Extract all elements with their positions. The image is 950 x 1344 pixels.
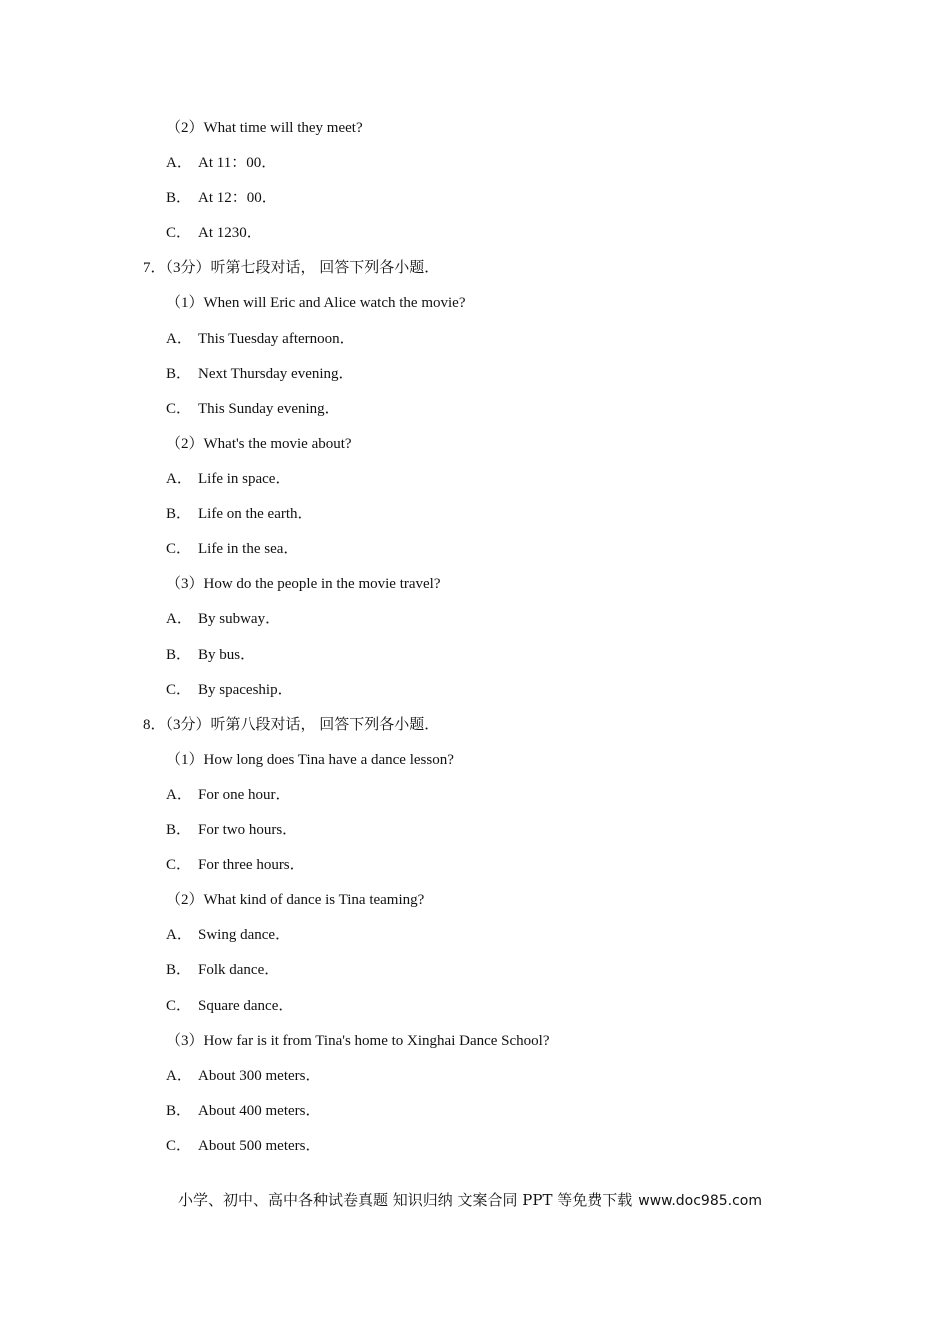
option-text: Life in the sea． (198, 541, 299, 557)
option-letter: A． (166, 155, 192, 171)
q7-sub3-option-c (166, 680, 293, 700)
q7-sub2-option-a (166, 469, 290, 489)
q8-sub1-prompt: （1）How long does Tina have a dance lesson? (166, 752, 454, 768)
q8-sub2-option-a (166, 925, 290, 945)
option-text: About 400 meters． (198, 1103, 321, 1119)
q7-sub1-option-a (166, 329, 355, 349)
option-text: At 1230． (198, 225, 262, 241)
q7-sub1-prompt: （1）When will Eric and Alice watch the movie? (166, 295, 466, 311)
q6-sub2-option-c (166, 223, 262, 243)
option-letter: B． (166, 366, 192, 382)
option-letter: C． (166, 1138, 192, 1154)
q7-sub2-prompt: （2）What's the movie about? (166, 436, 352, 452)
option-text: At 11：00． (198, 155, 277, 171)
option-letter: A． (166, 927, 192, 943)
q8-sub2-prompt: （2）What kind of dance is Tina teaming? (166, 892, 425, 908)
option-text: By bus． (198, 647, 256, 663)
page-footer (178, 1190, 762, 1211)
option-text: About 500 meters． (198, 1138, 321, 1154)
footer-text: 小学、初中、高中各种试卷真题 知识归纳 文案合同 PPT 等免费下载 (178, 1191, 633, 1209)
option-letter: A． (166, 331, 192, 347)
option-letter: C． (166, 401, 192, 417)
option-text: About 300 meters． (198, 1068, 321, 1084)
option-text: This Tuesday afternoon． (198, 331, 355, 347)
q7-sub3-option-b (166, 645, 255, 665)
option-text: For two hours． (198, 822, 298, 838)
option-letter: C． (166, 682, 192, 698)
q7-sub3-option-a (166, 609, 280, 629)
q8-sub1-option-c (166, 855, 305, 875)
option-letter: B． (166, 822, 192, 838)
q7-header: 7．（3分）听第七段对话， 回答下列各小题． (143, 260, 440, 276)
option-text: For three hours． (198, 857, 305, 873)
q6-sub2-prompt: （2）What time will they meet? (166, 120, 363, 136)
option-text: Life in space． (198, 471, 291, 487)
option-letter: B． (166, 647, 192, 663)
q8-sub1-option-b (166, 820, 297, 840)
option-text: Square dance． (198, 998, 294, 1014)
option-letter: B． (166, 962, 192, 978)
q8-sub2-option-c (166, 996, 293, 1016)
q7-sub1-option-b (166, 364, 354, 384)
q8-header: 8．（3分）听第八段对话， 回答下列各小题． (143, 717, 440, 733)
option-letter: C． (166, 541, 192, 557)
option-letter: C． (166, 225, 192, 241)
option-text: Next Thursday evening． (198, 366, 354, 382)
q8-sub3-option-c (166, 1136, 320, 1156)
option-text: Swing dance． (198, 927, 291, 943)
q8-sub2-option-b (166, 960, 279, 980)
option-letter: B． (166, 1103, 192, 1119)
footer-url-link[interactable]: www.doc985.com (638, 1193, 763, 1209)
q6-sub2-option-a (166, 153, 276, 173)
q8-sub3-option-b (166, 1101, 320, 1121)
option-letter: A． (166, 611, 192, 627)
option-letter: B． (166, 190, 192, 206)
option-text: By spaceship． (198, 682, 293, 698)
q8-sub3-prompt: （3）How far is it from Tina's home to Xinghai Dance School? (166, 1033, 550, 1049)
option-text: By subway． (198, 611, 281, 627)
q7-sub3-prompt: （3）How do the people in the movie travel? (166, 576, 441, 592)
option-text: At 12：00． (198, 190, 277, 206)
q7-sub1-option-c (166, 399, 340, 419)
option-text: For one hour． (198, 787, 291, 803)
option-text: Folk dance． (198, 962, 280, 978)
option-text: This Sunday evening． (198, 401, 340, 417)
q8-sub1-option-a (166, 785, 291, 805)
option-letter: B． (166, 506, 192, 522)
q8-sub3-option-a (166, 1066, 320, 1086)
option-letter: A． (166, 787, 192, 803)
q7-sub2-option-c (166, 539, 298, 559)
option-letter: A． (166, 1068, 192, 1084)
option-letter: C． (166, 998, 192, 1014)
option-letter: A． (166, 471, 192, 487)
option-letter: C． (166, 857, 192, 873)
q6-sub2-option-b (166, 188, 277, 208)
q7-sub2-option-b (166, 504, 313, 524)
option-text: Life on the earth． (198, 506, 313, 522)
